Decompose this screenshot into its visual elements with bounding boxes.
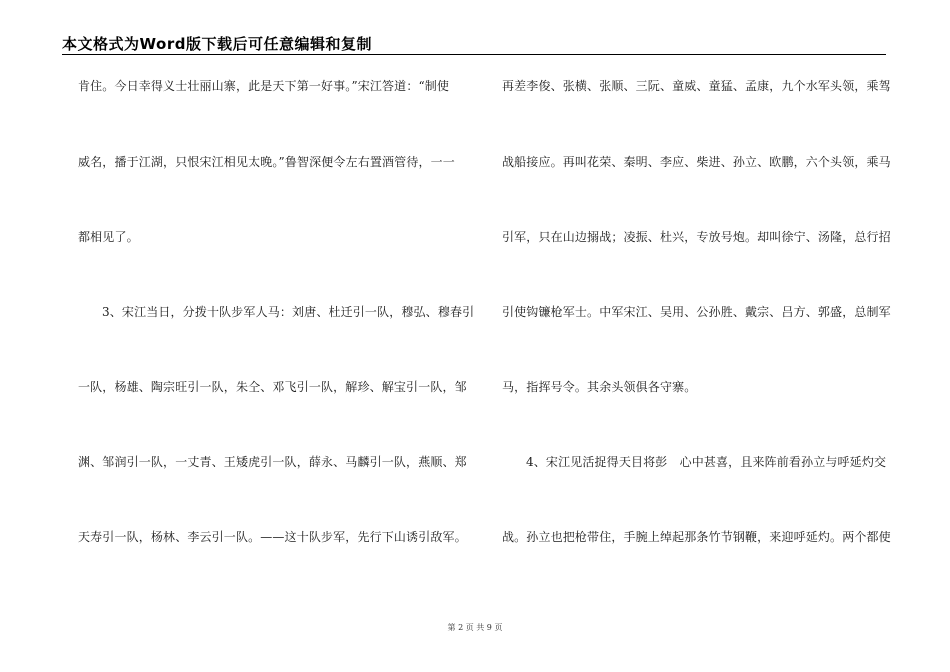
text-line: 战。孙立也把枪带住，手腕上绰起那条竹节钢鞭，来迎呼延灼。两个都使	[502, 530, 891, 544]
text-line: 马，指挥号令。其余头领俱各守寨。	[502, 380, 697, 394]
text-line: 都相见了。	[78, 230, 139, 244]
header-rule	[62, 54, 886, 55]
page-header-title: 本文格式为Word版下载后可任意编辑和复制	[62, 35, 372, 53]
text-line: 4、宋江见活捉得天目将彭 心中甚喜，且来阵前看孙立与呼延灼交	[526, 455, 887, 469]
text-line: 再差李俊、张横、张顺、三阮、童威、童猛、孟康，九个水军头领，乘驾	[502, 79, 891, 93]
text-line: 战船接应。再叫花荣、秦明、李应、柴进、孙立、欧鹏，六个头领，乘马	[502, 155, 891, 169]
text-line: 引军，只在山边搦战；凌振、杜兴，专放号炮。却叫徐宁、汤隆，总行招	[502, 230, 891, 244]
text-line: 肯住。今日幸得义士壮丽山寨，此是天下第一好事。”宋江答道：“制使	[78, 79, 450, 93]
text-line: 威名，播于江湖，只恨宋江相见太晚。”鲁智深便令左右置酒管待，一一	[78, 155, 455, 169]
text-line: 3、宋江当日，分拨十队步军人马：刘唐、杜迁引一队，穆弘、穆春引	[102, 305, 475, 319]
text-line: 天寿引一队，杨林、李云引一队。——这十队步军，先行下山诱引敌军。	[78, 530, 467, 544]
text-line: 引使钩镰枪军士。中军宋江、吴用、公孙胜、戴宗、吕方、郭盛，总制军	[502, 305, 891, 319]
text-line: 渊、邹润引一队，一丈青、王矮虎引一队，薛永、马麟引一队，燕顺、郑	[78, 455, 467, 469]
text-line: 一队，杨雄、陶宗旺引一队，朱仝、邓飞引一队，解珍、解宝引一队，邹	[78, 380, 467, 394]
page-number: 第 2 页 共 9 页	[447, 623, 503, 632]
